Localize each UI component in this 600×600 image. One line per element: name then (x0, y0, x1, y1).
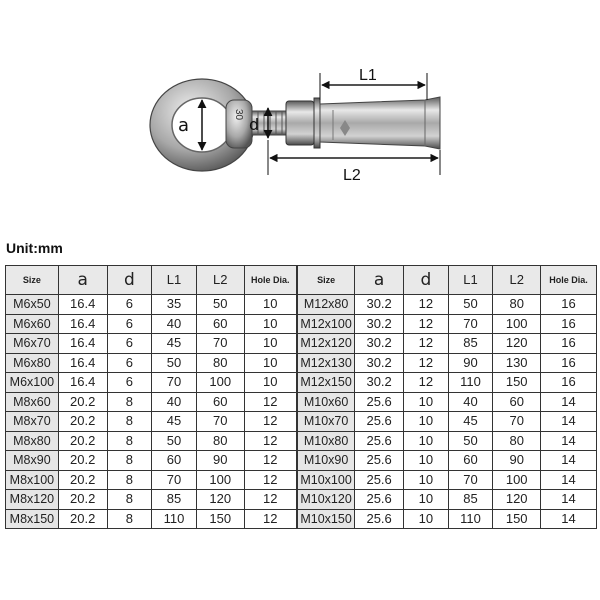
table-cell: 90 (493, 451, 541, 471)
table-cell: M8x90 (6, 451, 59, 471)
table-cell: 45 (152, 412, 197, 432)
table-cell: 20.2 (58, 509, 107, 529)
table-cell: 12 (404, 314, 449, 334)
table-cell: 60 (152, 451, 197, 471)
table-cell: 10 (244, 295, 297, 315)
table-cell: 80 (493, 295, 541, 315)
table-cell: 16 (541, 373, 597, 393)
table-cell: 70 (448, 314, 493, 334)
table-cell: M8x60 (6, 392, 59, 412)
table-cell: M10x60 (297, 392, 355, 412)
table-cell: M8x70 (6, 412, 59, 432)
table-cell: 8 (107, 392, 152, 412)
header-d-left: d (107, 266, 152, 295)
table-cell: 20.2 (58, 470, 107, 490)
table-cell: 85 (152, 490, 197, 510)
table-cell: M8x120 (6, 490, 59, 510)
table-cell: 16.4 (58, 353, 107, 373)
table-cell: 10 (404, 451, 449, 471)
table-cell: 12 (244, 490, 297, 510)
header-l1-right: L1 (448, 266, 493, 295)
table-cell: 100 (493, 314, 541, 334)
table-cell: M10x90 (297, 451, 355, 471)
header-d-right: d (404, 266, 449, 295)
table-cell: 60 (196, 314, 244, 334)
table-cell: 16 (541, 334, 597, 354)
table-cell: 60 (448, 451, 493, 471)
table-cell: 70 (493, 412, 541, 432)
header-hole-dia-right: Hole Dia. (541, 266, 597, 295)
table-cell: 25.6 (355, 451, 404, 471)
table-cell: M12x80 (297, 295, 355, 315)
table-cell: 12 (244, 431, 297, 451)
table-cell: 6 (107, 373, 152, 393)
table-cell: 12 (404, 353, 449, 373)
table-cell: 30.2 (355, 334, 404, 354)
table-cell: M8x80 (6, 431, 59, 451)
table-cell: 110 (448, 373, 493, 393)
table-cell: 6 (107, 353, 152, 373)
spec-table (5, 265, 597, 529)
table-cell: 10 (404, 431, 449, 451)
table-cell: 85 (448, 334, 493, 354)
table-row (6, 490, 597, 510)
table-cell: M10x120 (297, 490, 355, 510)
table-cell: 25.6 (355, 412, 404, 432)
table-cell: 10 (244, 334, 297, 354)
table-cell: 10 (244, 373, 297, 393)
table-cell: 70 (152, 373, 197, 393)
table-cell: 10 (404, 490, 449, 510)
dimension-l2-label: L2 (343, 167, 361, 184)
table-cell: 70 (152, 470, 197, 490)
table-cell: 20.2 (58, 451, 107, 471)
table-cell: 40 (152, 392, 197, 412)
header-l2-left: L2 (196, 266, 244, 295)
dimension-l1-label: L1 (359, 67, 377, 84)
table-cell: 120 (493, 334, 541, 354)
table-cell: 80 (196, 431, 244, 451)
table-cell: 30.2 (355, 314, 404, 334)
table-row (6, 373, 597, 393)
table-cell: M12x100 (297, 314, 355, 334)
table-cell: 70 (196, 334, 244, 354)
table-cell: 12 (244, 451, 297, 471)
table-cell: 14 (541, 509, 597, 529)
table-cell: 6 (107, 334, 152, 354)
table-cell: 8 (107, 431, 152, 451)
table-cell: 10 (404, 392, 449, 412)
table-cell: 35 (152, 295, 197, 315)
table-cell: 10 (404, 509, 449, 529)
table-cell: 70 (196, 412, 244, 432)
table-cell: 20.2 (58, 431, 107, 451)
table-cell: M10x70 (297, 412, 355, 432)
table-cell: 100 (493, 470, 541, 490)
header-a-right: a (355, 266, 404, 295)
table-cell: 90 (448, 353, 493, 373)
table-cell: 60 (196, 392, 244, 412)
table-row (6, 412, 597, 432)
table-cell: 20.2 (58, 412, 107, 432)
table-cell: 100 (196, 470, 244, 490)
table-cell: 25.6 (355, 509, 404, 529)
table-cell: M12x150 (297, 373, 355, 393)
table-body (6, 295, 597, 529)
table-cell: 70 (448, 470, 493, 490)
table-cell: 14 (541, 392, 597, 412)
table-row (6, 470, 597, 490)
table-cell: 45 (448, 412, 493, 432)
table-cell: 14 (541, 470, 597, 490)
header-l2-right: L2 (493, 266, 541, 295)
table-cell: 8 (107, 509, 152, 529)
table-cell: 60 (493, 392, 541, 412)
table-cell: 30.2 (355, 373, 404, 393)
unit-label: Unit:mm (6, 240, 63, 256)
table-cell: 80 (196, 353, 244, 373)
table-cell: 8 (107, 490, 152, 510)
header-size-left: Size (6, 266, 59, 295)
table-cell: M6x60 (6, 314, 59, 334)
table-cell: M6x70 (6, 334, 59, 354)
table-cell: 120 (196, 490, 244, 510)
table-cell: 16 (541, 295, 597, 315)
table-cell: M6x100 (6, 373, 59, 393)
table-cell: 25.6 (355, 431, 404, 451)
table-cell: 45 (152, 334, 197, 354)
table-cell: M10x80 (297, 431, 355, 451)
table-cell: 16.4 (58, 373, 107, 393)
table-row (6, 392, 597, 412)
table-cell: 6 (107, 314, 152, 334)
table-cell: 25.6 (355, 392, 404, 412)
header-hole-dia-left: Hole Dia. (244, 266, 297, 295)
table-cell: 80 (493, 431, 541, 451)
table-cell: 16.4 (58, 295, 107, 315)
table-cell: M6x80 (6, 353, 59, 373)
eye-bolt-anchor-diagram (0, 0, 600, 225)
table-cell: M8x100 (6, 470, 59, 490)
table-row (6, 509, 597, 529)
table-cell: 10 (244, 314, 297, 334)
table-cell: M10x100 (297, 470, 355, 490)
table-cell: 130 (493, 353, 541, 373)
table-cell: M10x150 (297, 509, 355, 529)
table-cell: 8 (107, 451, 152, 471)
table-cell: M8x150 (6, 509, 59, 529)
table-cell: 120 (493, 490, 541, 510)
nut-marking: 30 (233, 109, 244, 121)
dimension-a-label: a (178, 115, 190, 136)
header-a-left: a (58, 266, 107, 295)
washer (314, 98, 320, 148)
table-cell: 50 (152, 353, 197, 373)
table-cell: 6 (107, 295, 152, 315)
table-cell: 10 (404, 470, 449, 490)
table-cell: 12 (404, 334, 449, 354)
table-cell: 50 (152, 431, 197, 451)
table-cell: M6x50 (6, 295, 59, 315)
table-cell: 50 (448, 295, 493, 315)
table-cell: M12x130 (297, 353, 355, 373)
table-cell: 40 (448, 392, 493, 412)
table-cell: 50 (448, 431, 493, 451)
table-cell: 100 (196, 373, 244, 393)
table-cell: 12 (404, 295, 449, 315)
table-cell: M12x120 (297, 334, 355, 354)
table-cell: 30.2 (355, 295, 404, 315)
table-cell: 14 (541, 412, 597, 432)
table-header-row (6, 266, 597, 295)
table-cell: 16 (541, 353, 597, 373)
table-cell: 12 (244, 412, 297, 432)
table-cell: 90 (196, 451, 244, 471)
table-row (6, 295, 597, 315)
table-row (6, 334, 597, 354)
header-l1-left: L1 (152, 266, 197, 295)
table-cell: 50 (196, 295, 244, 315)
table-cell: 16 (541, 314, 597, 334)
table-cell: 12 (244, 392, 297, 412)
table-cell: 150 (493, 373, 541, 393)
table-cell: 25.6 (355, 470, 404, 490)
table-cell: 14 (541, 490, 597, 510)
table-cell: 85 (448, 490, 493, 510)
table-cell: 20.2 (58, 392, 107, 412)
table-cell: 10 (244, 353, 297, 373)
expansion-sleeve (320, 97, 440, 149)
dimension-d-label: d (249, 115, 260, 134)
table-cell: 110 (152, 509, 197, 529)
table-cell: 12 (244, 509, 297, 529)
table-cell: 8 (107, 412, 152, 432)
table-cell: 10 (404, 412, 449, 432)
table-cell: 40 (152, 314, 197, 334)
table-row (6, 431, 597, 451)
table-cell: 8 (107, 470, 152, 490)
header-size-right: Size (297, 266, 355, 295)
table-row (6, 314, 597, 334)
table-row (6, 451, 597, 471)
table-cell: 12 (404, 373, 449, 393)
table-cell: 14 (541, 431, 597, 451)
table-cell: 30.2 (355, 353, 404, 373)
table-cell: 16.4 (58, 314, 107, 334)
table-cell: 16.4 (58, 334, 107, 354)
table-cell: 12 (244, 470, 297, 490)
hex-nut (286, 101, 314, 145)
table-cell: 150 (196, 509, 244, 529)
table-cell: 25.6 (355, 490, 404, 510)
table-cell: 20.2 (58, 490, 107, 510)
table-cell: 14 (541, 451, 597, 471)
table-cell: 110 (448, 509, 493, 529)
table-row (6, 353, 597, 373)
table-cell: 150 (493, 509, 541, 529)
